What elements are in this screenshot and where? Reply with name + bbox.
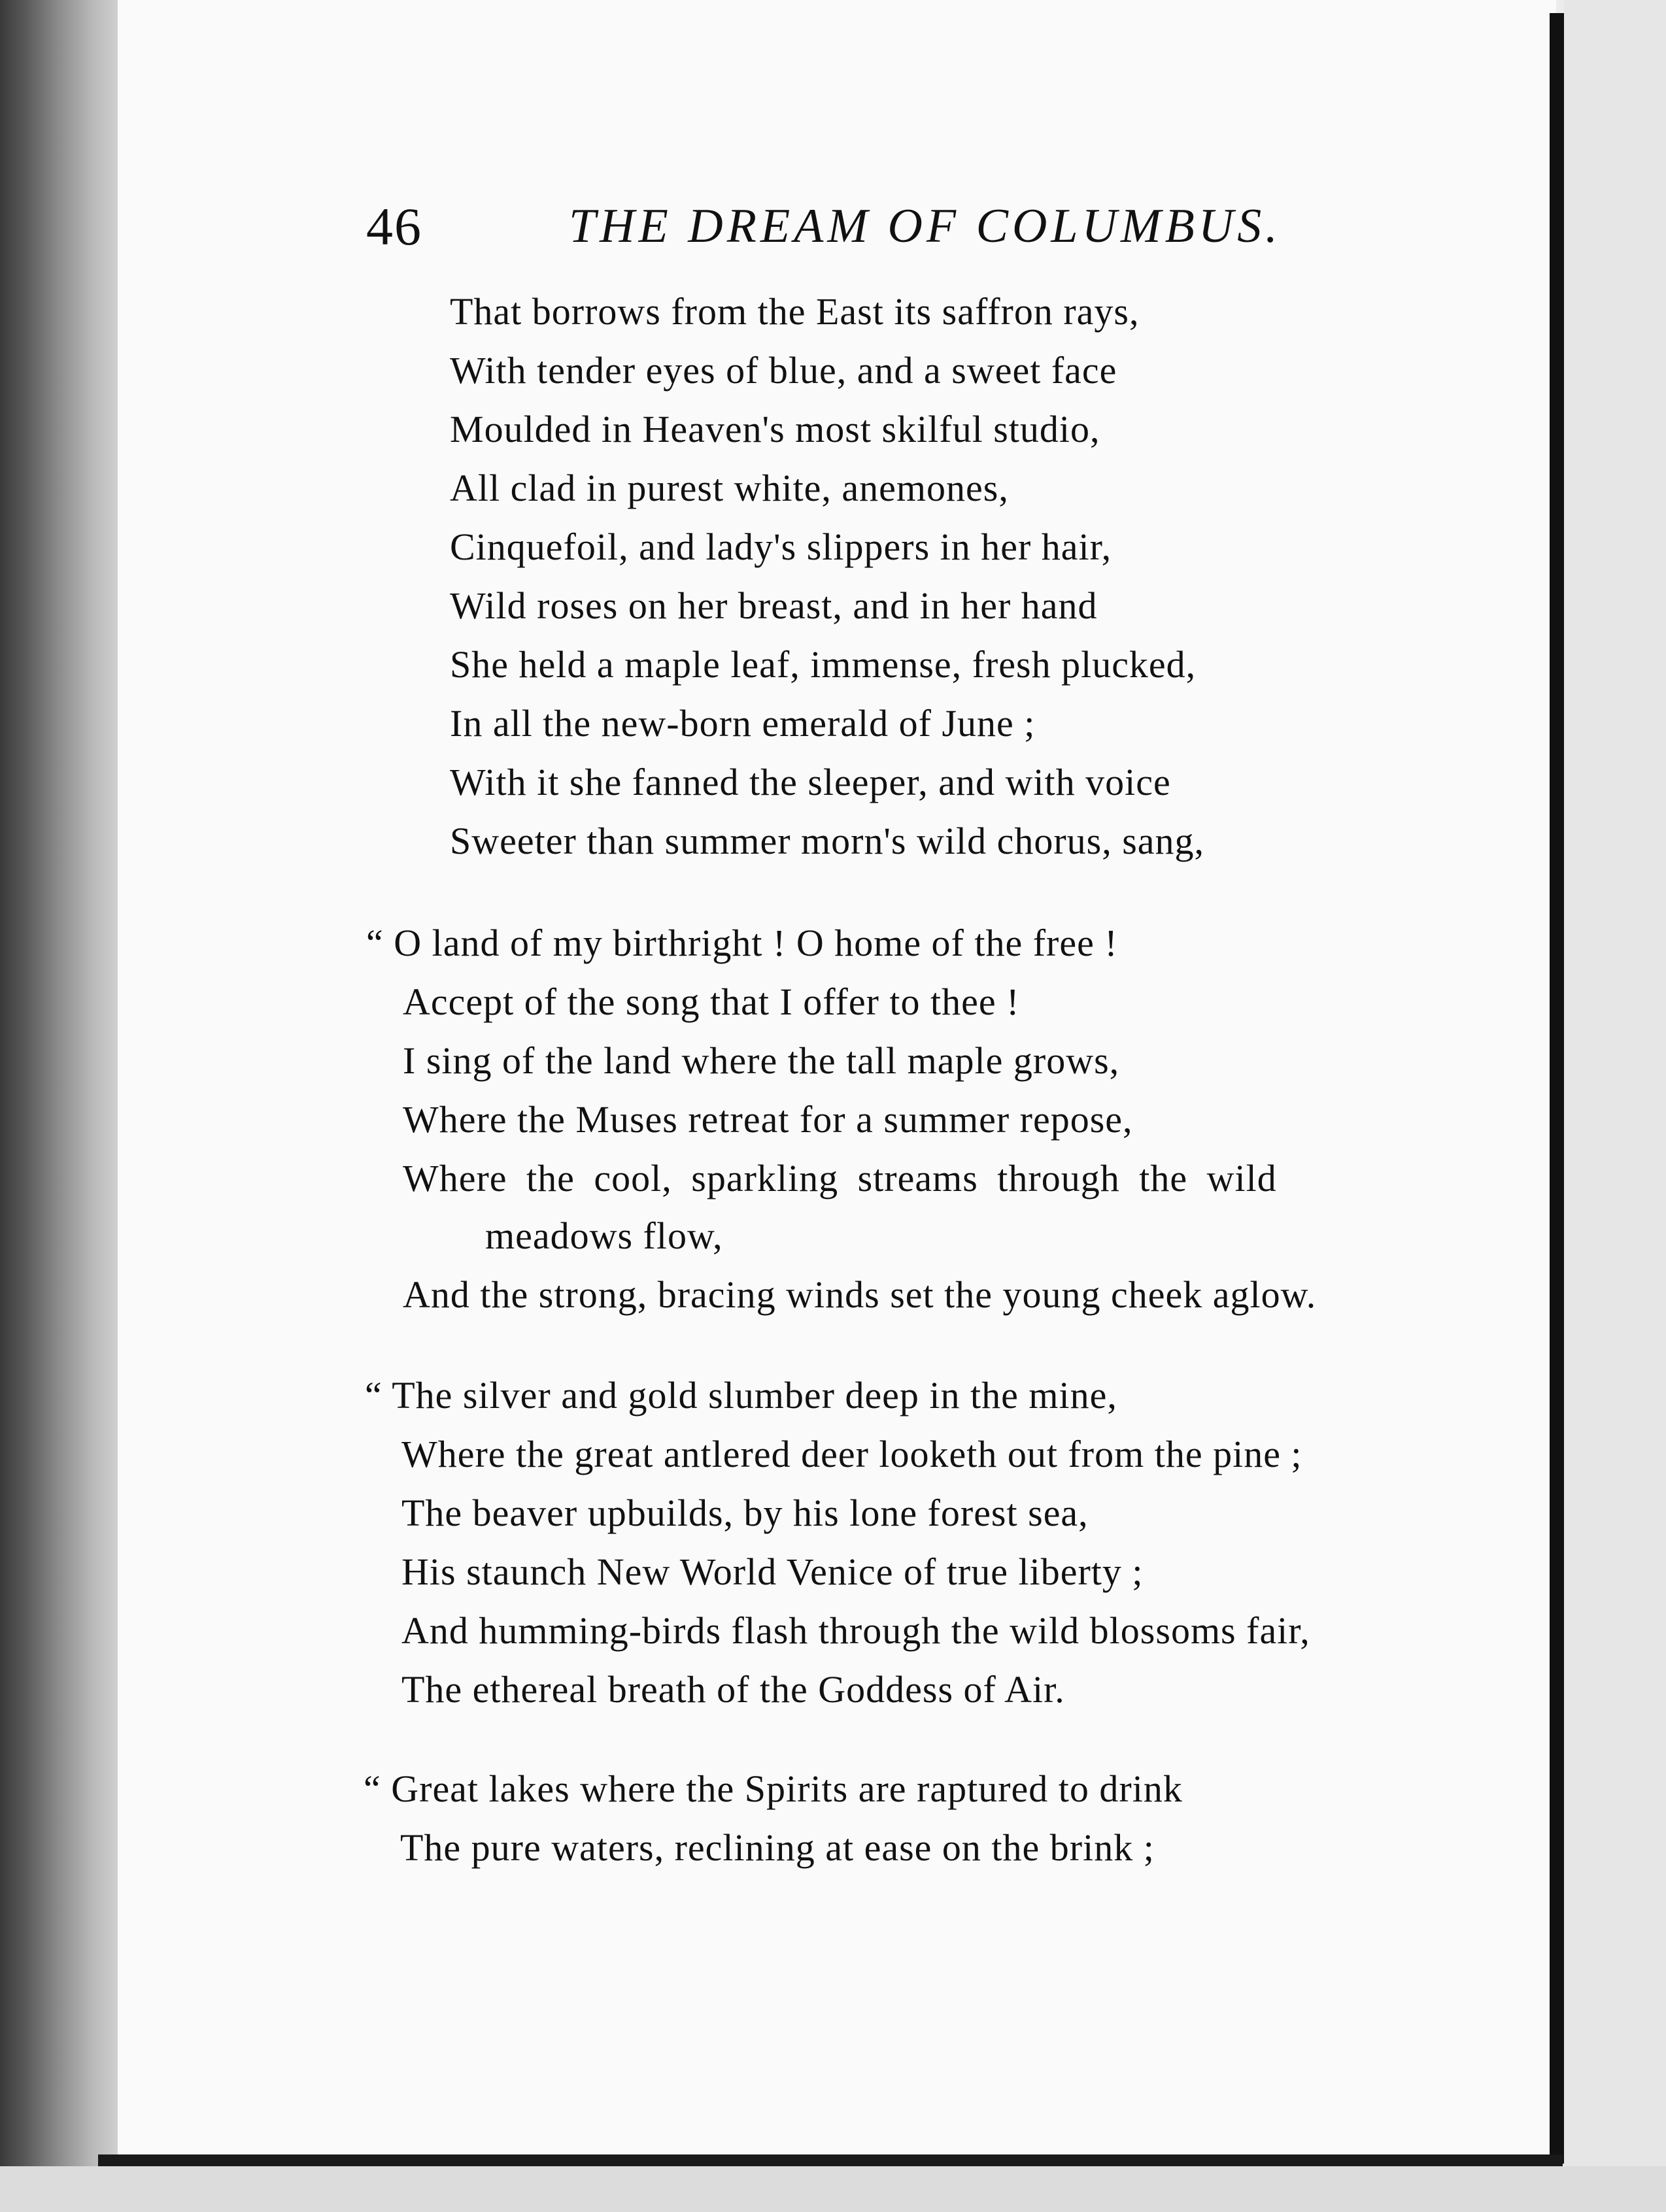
verse-line: “ The silver and gold slumber deep in the mine, [365,1374,1117,1416]
verse-line: I sing of the land where the tall maple grows, [403,1039,1120,1082]
verse-line: With tender eyes of blue, and a sweet face [450,349,1117,392]
book-gutter-shadow [0,0,118,2212]
verse-line: The pure waters, reclining at ease on the brink ; [400,1826,1155,1869]
verse-line: Wild roses on her breast, and in her hand [450,584,1098,627]
verse-line: All clad in purest white, anemones, [450,467,1009,509]
page-edge-right [1550,13,1564,2164]
verse-line: In all the new-born emerald of June ; [450,702,1036,745]
running-title: THE DREAM OF COLUMBUS. [569,199,1282,253]
page-edge-bottom [98,2154,1563,2166]
verse-line: Moulded in Heaven's most skilful studio, [450,408,1100,450]
verse-line: Cinquefoil, and lady's slippers in her hair, [450,526,1112,568]
verse-line: She held a maple leaf, immense, fresh plucked, [450,643,1197,686]
verse-line: Accept of the song that I offer to thee ! [403,980,1020,1023]
verse-line: Sweeter than summer morn's wild chorus, sang, [450,820,1205,862]
verse-line: The ethereal breath of the Goddess of Air. [401,1668,1065,1711]
page-number: 46 [366,197,422,256]
next-page-margin [1564,0,1666,2212]
verse-line: And the strong, bracing winds set the young cheek aglow. [403,1273,1317,1316]
verse-line: With it she fanned the sleeper, and with voice [450,761,1171,803]
scan-bottom-margin [0,2166,1666,2212]
verse-line: His staunch New World Venice of true liberty ; [401,1550,1144,1593]
verse-line: Where the cool, sparkling streams through the wild [403,1157,1277,1199]
verse-line: Where the great antlered deer looketh out from the pine ; [401,1433,1302,1475]
page-header [0,196,1666,268]
verse-line: “ Great lakes where the Spirits are raptured to drink [364,1768,1183,1810]
verse-line: “ O land of my birthright ! O home of the free ! [366,922,1118,964]
verse-line-indented: meadows flow, [485,1215,723,1257]
verse-line: Where the Muses retreat for a summer repose, [403,1098,1133,1141]
verse-line: And humming-birds flash through the wild blossoms fair, [401,1609,1310,1652]
verse-line: That borrows from the East its saffron rays, [450,290,1140,333]
verse-line: The beaver upbuilds, by his lone forest sea, [401,1492,1089,1534]
